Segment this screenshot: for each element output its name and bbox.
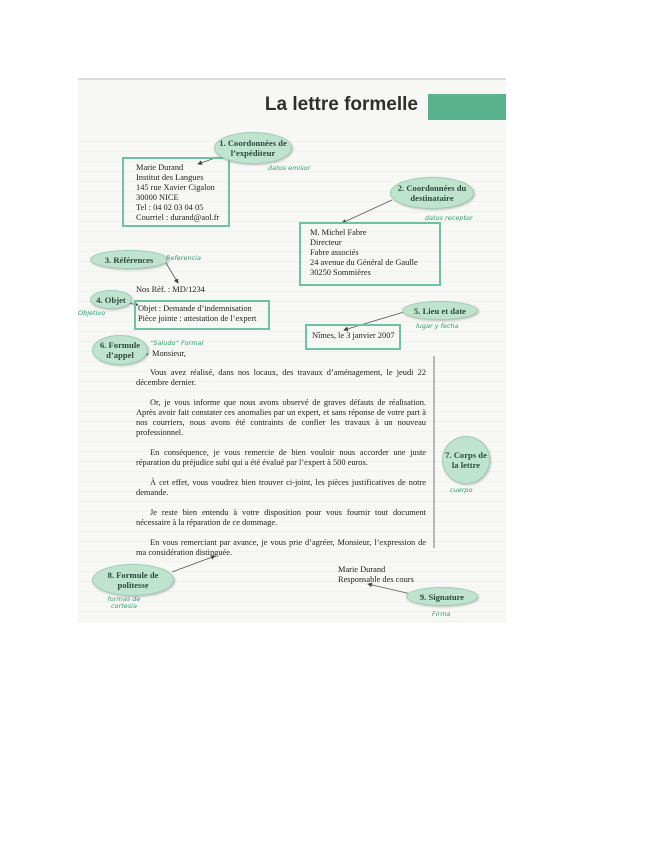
title-accent-bar	[428, 94, 506, 120]
recipient-line-4: 24 avenue du Général de Gaulle	[310, 258, 418, 267]
textbook-page	[78, 78, 506, 622]
note-closing: formas de cortesía	[107, 595, 141, 610]
body-paragraph-4: À cet effet, vous voudrez bien trouver ci-joint, les pièces justificatives de notre demande.	[136, 478, 426, 497]
label-sender: 1. Coordonnées de l’expéditeur	[214, 132, 292, 164]
label-closing: 8. Formule de politesse	[92, 564, 174, 596]
object-line-2: Pièce jointe : attestation de l’expert	[138, 314, 257, 323]
sender-line-4: 30000 NICE	[136, 193, 179, 202]
note-recipient: datos receptor	[425, 214, 473, 222]
note-place-date: lugar y fecha	[416, 322, 459, 330]
object-line-1: Objet : Demande d’indemnisation	[138, 304, 252, 313]
reference-line: Nos Réf. : MD/1234	[136, 285, 205, 294]
note-greeting: “Saludo” Formal	[150, 339, 204, 347]
body-paragraph-5: Je reste bien entendu à votre disposition pour vous fournir tout document nécessaire à la réparation de ce dommage.	[136, 508, 426, 527]
note-references: Referencia	[166, 254, 201, 262]
note-body: cuerpo	[450, 486, 473, 494]
note-sender: datos emisor	[268, 164, 311, 172]
body-paragraph-2: Or, je vous informe que nous avons observé de graves défauts de réalisation. Après avoir fait constater ces anomalies par un expert, et sans réponse de votre part à nos courriers, nous avons été contraints de confier les travaux à un nouveau professionnel.	[136, 398, 426, 437]
sender-line-5: Tel : 04 02 03 04 05	[136, 203, 204, 212]
label-recipient: 2. Coordonnées du destinataire	[390, 177, 474, 209]
label-object: 4. Objet	[90, 290, 132, 309]
recipient-line-3: Fabre associés	[310, 248, 359, 257]
label-signature: 9. Signature	[406, 587, 478, 606]
label-references: 3. Références	[90, 250, 168, 269]
sender-line-3: 145 rue Xavier Cigalon	[136, 183, 215, 192]
label-greeting: 6. Formule d’appel	[92, 335, 148, 365]
page-title: La lettre formelle	[264, 94, 418, 115]
place-date-text: Nîmes, le 3 janvier 2007	[312, 331, 395, 340]
greeting-text: Monsieur,	[152, 349, 186, 358]
body-paragraph-3: En conséquence, je vous remercie de bien vouloir nous accorder une juste réparation du préjudice subi qui a été évalué par l’expert à 500 euros.	[136, 448, 426, 467]
label-place-date: 5. Lieu et date	[402, 301, 478, 320]
sender-line-6: Courriel : durand@aol.fr	[136, 213, 220, 222]
body-paragraph-1: Vous avez réalisé, dans nos locaux, des travaux d’aménagement, le jeudi 22 décembre dernier.	[136, 368, 426, 387]
sender-line-2: Institut des Langues	[136, 173, 204, 182]
sender-line-1: Marie Durand	[136, 163, 184, 172]
label-body: 7. Corps de la lettre	[442, 436, 490, 484]
recipient-line-5: 30250 Sommières	[310, 268, 371, 277]
signature-line-2: Responsable des cours	[338, 575, 414, 584]
note-object: Objetivo	[78, 309, 106, 317]
note-signature: Firma	[432, 610, 451, 618]
recipient-line-1: M. Michel Fabre	[310, 228, 367, 237]
signature-line-1: Marie Durand	[338, 565, 386, 574]
recipient-line-2: Directeur	[310, 238, 342, 247]
body-paragraph-6: En vous remerciant par avance, je vous prie d’agréer, Monsieur, l’expression de ma considération distinguée.	[136, 538, 426, 557]
